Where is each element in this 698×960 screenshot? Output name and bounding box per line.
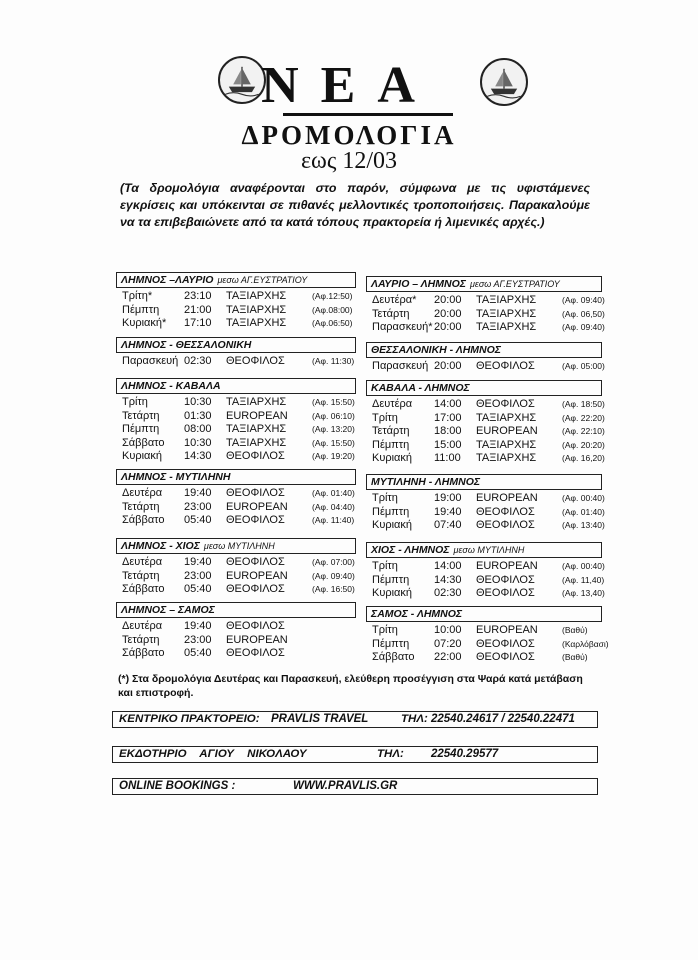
departure-time: 18:00 bbox=[434, 425, 462, 437]
departure-day: Τρίτη bbox=[122, 396, 148, 408]
route-name: ΛΗΜΝΟΣ – ΣΑΜΟΣ bbox=[121, 604, 215, 616]
departure-day: Τετάρτη bbox=[122, 569, 160, 582]
route-name: ΚΑΒΑΛΑ - ΛΗΜΝΟΣ bbox=[371, 382, 470, 394]
arrival-info: (Αφ. 01:40) bbox=[312, 488, 355, 498]
ship-name: ΘΕΟΦΙΛΟΣ bbox=[226, 556, 285, 568]
route-header bbox=[116, 538, 356, 554]
departure-time: 19:40 bbox=[434, 505, 462, 518]
route-name: ΛΗΜΝΟΣ - ΜΥΤΙΛΗΝΗ bbox=[121, 471, 231, 483]
schedule-row bbox=[122, 583, 354, 597]
departure-time: 10:30 bbox=[184, 436, 212, 449]
departure-day: Πέμπτη bbox=[372, 573, 410, 586]
arrival-info: (Αφ. 13:40) bbox=[562, 520, 605, 530]
departure-day: Τρίτη bbox=[372, 624, 398, 636]
departure-day: Δευτέρα bbox=[122, 556, 163, 568]
route-name: ΛΗΜΝΟΣ –ΛΑΥΡΙΟ bbox=[121, 274, 214, 286]
departure-time: 22:00 bbox=[434, 651, 462, 663]
schedule-row bbox=[372, 519, 605, 533]
departure-time: 21:00 bbox=[184, 303, 212, 316]
schedule-row bbox=[122, 514, 354, 528]
arrival-info: (Αφ. 00:40) bbox=[562, 561, 605, 571]
route-name: ΧΙΟΣ - ΛΗΜΝΟΣ bbox=[371, 544, 450, 556]
ship-name: ΤΑΞΙΑΡΧΗΣ bbox=[476, 411, 537, 424]
route-header bbox=[366, 380, 602, 396]
route-via: μεσω ΑΓ.ΕΥΣΤΡΑΤΙΟΥ bbox=[217, 275, 308, 285]
route-name: ΜΥΤΙΛΗΝΗ - ΛΗΜΝΟΣ bbox=[371, 476, 481, 488]
schedule-row bbox=[372, 651, 600, 665]
schedule-row bbox=[122, 355, 354, 369]
route-via: μεσω ΑΓ.ΕΥΣΤΡΑΤΙΟΥ bbox=[469, 279, 560, 289]
route-header bbox=[116, 272, 356, 288]
departure-time: 19:40 bbox=[184, 620, 212, 632]
schedule-rows bbox=[122, 396, 354, 464]
page-subtitle: ΔΡΟΜΟΛΟΓΙΑ bbox=[241, 120, 457, 150]
ship-name: ΤΑΞΙΑΡΧΗΣ bbox=[476, 452, 537, 464]
schedule-row bbox=[122, 501, 354, 515]
departure-time: 17:10 bbox=[184, 317, 212, 329]
departure-day: Τρίτη bbox=[372, 560, 398, 572]
arrival-info: (Αφ.06:50) bbox=[312, 318, 353, 328]
ship-name: ΘΕΟΦΙΛΟΣ bbox=[226, 450, 285, 462]
departure-time: 07:20 bbox=[434, 637, 462, 650]
schedule-rows bbox=[372, 294, 605, 335]
departure-day: Τρίτη bbox=[372, 492, 398, 504]
ship-name: EUROPEAN bbox=[476, 425, 538, 437]
departure-time: 05:40 bbox=[184, 514, 212, 526]
arrival-info: (Αφ. 20:20) bbox=[562, 439, 605, 450]
ship-name: ΤΑΞΙΑΡΧΗΣ bbox=[226, 396, 287, 408]
departure-time: 15:00 bbox=[434, 438, 462, 451]
arrival-info: (Αφ. 06:10) bbox=[312, 410, 355, 421]
arrival-info: (Αφ. 16,20) bbox=[562, 453, 605, 463]
departure-time: 02:30 bbox=[434, 587, 462, 599]
schedule-row bbox=[372, 398, 605, 412]
arrival-info: (Καρλόβασι) bbox=[562, 638, 609, 649]
departure-time: 14:00 bbox=[434, 560, 462, 572]
schedule-rows bbox=[122, 355, 354, 369]
online-label: ONLINE BOOKINGS : bbox=[119, 780, 236, 792]
departure-day: Κυριακή bbox=[372, 587, 413, 599]
schedule-rows bbox=[122, 487, 354, 528]
agency-tel: 22540.29577 bbox=[431, 748, 499, 760]
departure-time: 14:00 bbox=[434, 398, 462, 410]
departure-day: Δευτέρα bbox=[122, 487, 163, 499]
ship-name: ΘΕΟΦΙΛΟΣ bbox=[226, 583, 285, 595]
route-header bbox=[366, 542, 602, 558]
online-bookings-box bbox=[112, 778, 598, 795]
ship-name: ΘΕΟΦΙΛΟΣ bbox=[226, 647, 285, 659]
departure-day: Κυριακή bbox=[372, 452, 413, 464]
office-tel-label: ΤΗΛ: bbox=[401, 713, 428, 725]
arrival-info: (Αφ. 04:40) bbox=[312, 501, 355, 512]
departure-day: Πέμπτη bbox=[372, 438, 410, 451]
route-name: ΛΗΜΝΟΣ - ΚΑΒΑΛΑ bbox=[121, 380, 221, 392]
ship-name: EUROPEAN bbox=[226, 500, 288, 513]
office-name: PRAVLIS TRAVEL bbox=[271, 713, 369, 725]
office-label: ΚΕΝΤΡΙΚΟ ΠΡΑΚΤΟΡΕΙΟ: bbox=[119, 713, 260, 725]
schedule-row bbox=[122, 437, 354, 451]
departure-day: Σάββατο bbox=[122, 583, 165, 595]
ship-name: EUROPEAN bbox=[226, 633, 288, 646]
schedule-row bbox=[122, 304, 354, 318]
arrival-info: (Αφ. 19:20) bbox=[312, 451, 355, 461]
schedule-rows bbox=[372, 398, 605, 466]
route-header bbox=[116, 469, 356, 485]
page-title: ΝΕΑ bbox=[261, 57, 437, 114]
schedule-row bbox=[122, 647, 354, 661]
departure-day: Σάββατο bbox=[122, 647, 165, 659]
schedule-row bbox=[372, 321, 605, 335]
route-name: ΛΗΜΝΟΣ - ΘΕΣΣΑΛΟΝΙΚΗ bbox=[121, 339, 252, 351]
departure-day: Πέμπτη bbox=[122, 303, 160, 316]
departure-day: Τετάρτη bbox=[122, 500, 160, 513]
schedule-row bbox=[372, 425, 605, 439]
schedule-rows bbox=[372, 360, 605, 374]
ship-name: ΘΕΟΦΙΛΟΣ bbox=[476, 505, 535, 518]
schedule-rows bbox=[372, 492, 605, 533]
schedule-row bbox=[122, 450, 354, 464]
departure-day: Παρασκευή bbox=[372, 360, 429, 372]
arrival-info: (Αφ. 01:40) bbox=[562, 506, 605, 517]
departure-time: 19:00 bbox=[434, 492, 462, 504]
notice-text: (Τα δρομολόγια αναφέρονται στο παρόν, σύμφωνα με τις υφιστάμενες εγκρίσεις και υπόκεινται σε πιθανές μελλοντικές τροποποιήσεις. Παρακαλούμε να τα επιβεβαιώνετε από τα κατά τόπους πρακτορεία ή λιμενικές αρχές.) bbox=[120, 181, 590, 229]
schedule-row bbox=[122, 317, 354, 331]
departure-day: Τετάρτη bbox=[372, 307, 410, 320]
departure-day: Κυριακή bbox=[372, 519, 413, 531]
schedule-row bbox=[372, 587, 605, 601]
route-header bbox=[366, 474, 602, 490]
departure-time: 07:40 bbox=[434, 519, 462, 531]
departure-time: 20:00 bbox=[434, 307, 462, 320]
route-header bbox=[366, 606, 602, 622]
departure-day: Σάββατο bbox=[122, 436, 165, 449]
departure-time: 11:00 bbox=[434, 452, 461, 464]
departure-time: 20:00 bbox=[434, 294, 462, 306]
route-header bbox=[116, 378, 356, 394]
route-header bbox=[116, 337, 356, 353]
ship-name: ΤΑΞΙΑΡΧΗΣ bbox=[476, 294, 537, 306]
ship-name: ΘΕΟΦΙΛΟΣ bbox=[226, 487, 285, 499]
arrival-info: (Αφ. 22:20) bbox=[562, 412, 605, 423]
departure-day: Τετάρτη bbox=[122, 409, 160, 422]
departure-time: 14:30 bbox=[184, 450, 212, 462]
arrival-info: (Αφ. 18:50) bbox=[562, 399, 605, 409]
departure-day: Πέμπτη bbox=[122, 423, 160, 435]
ship-name: EUROPEAN bbox=[226, 409, 288, 422]
arrival-info: (Αφ. 07:00) bbox=[312, 557, 355, 567]
schedule-rows bbox=[122, 290, 354, 331]
ship-name: ΤΑΞΙΑΡΧΗΣ bbox=[226, 303, 287, 316]
route-via: μεσω ΜΥΤΙΛΗΝΗ bbox=[453, 545, 525, 555]
ship-name: ΤΑΞΙΑΡΧΗΣ bbox=[476, 321, 537, 333]
agency-tel-label: ΤΗΛ: bbox=[377, 748, 404, 760]
arrival-info: (Αφ.08:00) bbox=[312, 304, 353, 315]
departure-time: 23:00 bbox=[184, 633, 212, 646]
departure-day: Τετάρτη bbox=[372, 425, 410, 437]
departure-time: 05:40 bbox=[184, 647, 212, 659]
agency-box bbox=[112, 746, 598, 763]
ship-name: ΘΕΟΦΙΛΟΣ bbox=[476, 651, 535, 663]
ship-name: ΘΕΟΦΙΛΟΣ bbox=[476, 398, 535, 410]
ship-name: ΘΕΟΦΙΛΟΣ bbox=[476, 587, 535, 599]
schedule-row bbox=[372, 637, 609, 652]
ship-name: ΘΕΟΦΙΛΟΣ bbox=[476, 360, 535, 372]
departure-time: 23:00 bbox=[184, 569, 212, 582]
schedule-row bbox=[372, 360, 605, 374]
schedule-rows bbox=[372, 624, 609, 665]
arrival-info: (Αφ. 06,50) bbox=[562, 308, 605, 319]
arrival-info: (Αφ. 09:40) bbox=[562, 322, 605, 332]
schedule-row bbox=[372, 492, 605, 506]
office-tel: 22540.24617 / 22540.22471 bbox=[431, 713, 575, 725]
departure-time: 20:00 bbox=[434, 360, 462, 372]
ship-name: ΘΕΟΦΙΛΟΣ bbox=[476, 573, 535, 586]
departure-time: 19:40 bbox=[184, 487, 212, 499]
arrival-info: (Αφ. 05:00) bbox=[562, 361, 605, 371]
arrival-info: (Αφ. 15:50) bbox=[312, 397, 355, 407]
title-underline bbox=[283, 113, 453, 116]
arrival-info: (Αφ. 15:50) bbox=[312, 437, 355, 448]
schedule-row bbox=[122, 290, 354, 304]
schedule-rows bbox=[122, 556, 354, 597]
arrival-info: (Αφ. 13:20) bbox=[312, 424, 355, 434]
departure-day: Κυριακή* bbox=[122, 317, 167, 329]
route-name: ΛΗΜΝΟΣ - ΧΙΟΣ bbox=[121, 540, 200, 552]
schedule-row bbox=[372, 505, 605, 520]
departure-day: Πέμπτη bbox=[372, 637, 410, 650]
schedule-row bbox=[372, 560, 605, 574]
schedule-row bbox=[122, 634, 354, 648]
ship-name: ΘΕΟΦΙΛΟΣ bbox=[226, 620, 285, 632]
schedule-row bbox=[122, 396, 354, 410]
departure-day: Παρασκευή* bbox=[372, 321, 433, 333]
route-name: ΘΕΣΣΑΛΟΝΙΚΗ - ΛΗΜΝΟΣ bbox=[371, 344, 501, 356]
departure-time: 14:30 bbox=[434, 573, 462, 586]
route-header bbox=[116, 602, 356, 618]
ship-name: ΤΑΞΙΑΡΧΗΣ bbox=[476, 438, 537, 451]
departure-day: Δευτέρα* bbox=[372, 294, 417, 306]
route-name: ΣΑΜΟΣ - ΛΗΜΝΟΣ bbox=[371, 608, 463, 620]
departure-day: Κυριακή bbox=[122, 450, 163, 462]
central-office-box bbox=[112, 711, 598, 728]
schedule-row bbox=[122, 570, 354, 584]
departure-time: 01:30 bbox=[184, 409, 212, 422]
schedule-rows bbox=[372, 560, 605, 601]
ship-name: EUROPEAN bbox=[476, 492, 538, 504]
departure-day: Πέμπτη bbox=[372, 505, 410, 518]
arrival-info: (Αφ. 00:40) bbox=[562, 493, 605, 503]
route-header bbox=[366, 276, 602, 292]
arrival-info: (Αφ. 09:40) bbox=[312, 570, 355, 581]
schedule-row bbox=[372, 307, 605, 322]
schedule-row bbox=[122, 620, 354, 634]
route-header bbox=[366, 342, 602, 358]
departure-time: 19:40 bbox=[184, 556, 212, 568]
departure-time: 23:00 bbox=[184, 500, 212, 513]
departure-time: 20:00 bbox=[434, 321, 462, 333]
agency-label: ΕΚΔΟΤΗΡΙΟ ΑΓΙΟΥ ΝΙΚΟΛΑΟΥ bbox=[119, 748, 307, 760]
arrival-info: (Βαθύ) bbox=[562, 652, 588, 662]
schedule-row bbox=[122, 556, 354, 570]
arrival-info: (Αφ. 22:10) bbox=[562, 426, 605, 436]
departure-day: Σάββατο bbox=[372, 651, 415, 663]
schedule-rows bbox=[122, 620, 354, 661]
schedule-row bbox=[122, 410, 354, 424]
arrival-info: (Βαθύ) bbox=[562, 625, 588, 635]
ship-name: EUROPEAN bbox=[476, 560, 538, 572]
schedule-row bbox=[372, 624, 600, 638]
ship-name: ΘΕΟΦΙΛΟΣ bbox=[226, 355, 285, 367]
ship-name: ΘΕΟΦΙΛΟΣ bbox=[476, 637, 535, 650]
schedule-row bbox=[372, 294, 605, 308]
ship-name: ΤΑΞΙΑΡΧΗΣ bbox=[226, 423, 287, 435]
departure-day: Τετάρτη bbox=[122, 633, 160, 646]
arrival-info: (Αφ. 09:40) bbox=[562, 295, 605, 305]
ship-name: ΘΕΟΦΙΛΟΣ bbox=[476, 519, 535, 531]
schedule-row bbox=[122, 423, 354, 437]
schedule-row bbox=[372, 438, 605, 453]
ship-name: EUROPEAN bbox=[226, 569, 288, 582]
schedule-row bbox=[372, 452, 605, 466]
departure-time: 08:00 bbox=[184, 423, 212, 435]
departure-day: Δευτέρα bbox=[122, 620, 163, 632]
arrival-info: (Αφ. 11:30) bbox=[312, 356, 355, 366]
departure-day: Δευτέρα bbox=[372, 398, 413, 410]
departure-time: 10:00 bbox=[434, 624, 462, 636]
ship-name: ΤΑΞΙΑΡΧΗΣ bbox=[226, 290, 287, 302]
departure-day: Τρίτη* bbox=[122, 290, 153, 302]
ship-name: EUROPEAN bbox=[476, 624, 538, 636]
arrival-info: (Αφ. 16:50) bbox=[312, 584, 355, 594]
footnote: (*) Στα δρομολόγια Δευτέρας και Παρασκευή, ελεύθερη προσέγγιση στα Ψαρά κατά μετάβαση και επιστροφή. bbox=[118, 673, 583, 699]
departure-time: 17:00 bbox=[434, 411, 462, 424]
route-name: ΛΑΥΡΙΟ – ΛΗΜΝΟΣ bbox=[371, 278, 466, 290]
ship-name: ΘΕΟΦΙΛΟΣ bbox=[226, 514, 285, 526]
arrival-info: (Αφ. 11,40) bbox=[562, 574, 605, 585]
departure-day: Παρασκευή bbox=[122, 355, 179, 367]
schedule-row bbox=[372, 411, 605, 426]
ship-name: ΤΑΞΙΑΡΧΗΣ bbox=[476, 307, 537, 320]
departure-time: 10:30 bbox=[184, 396, 212, 408]
schedule-row bbox=[122, 487, 354, 501]
departure-day: Σάββατο bbox=[122, 514, 165, 526]
ship-name: ΤΑΞΙΑΡΧΗΣ bbox=[226, 317, 287, 329]
schedule-row bbox=[372, 573, 605, 588]
arrival-info: (Αφ. 11:40) bbox=[312, 515, 355, 525]
departure-day: Τρίτη bbox=[372, 411, 398, 424]
arrival-info: (Αφ. 13,40) bbox=[562, 588, 605, 598]
departure-time: 23:10 bbox=[184, 290, 212, 302]
arrival-info: (Αφ.12:50) bbox=[312, 291, 353, 301]
ship-name: ΤΑΞΙΑΡΧΗΣ bbox=[226, 436, 287, 449]
departure-time: 02:30 bbox=[184, 355, 212, 367]
online-url: WWW.PRAVLIS.GR bbox=[293, 780, 398, 792]
valid-until-date: εως 12/03 bbox=[300, 148, 398, 174]
route-via: μεσω ΜΥΤΙΛΗΝΗ bbox=[203, 541, 275, 551]
departure-time: 05:40 bbox=[184, 583, 212, 595]
